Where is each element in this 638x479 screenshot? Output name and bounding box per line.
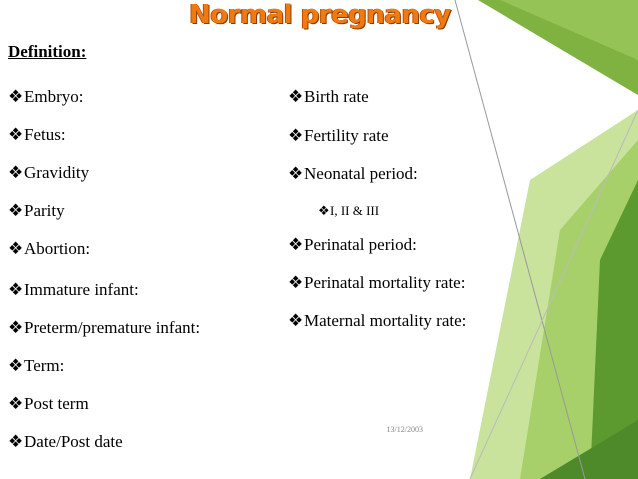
list-item: [8, 394, 89, 414]
diamond-bullet-icon: ❖: [8, 356, 24, 375]
slide-title: Normal pregnancy: [189, 0, 451, 30]
list-item-label: Parity: [24, 201, 65, 220]
list-item-label: Gravidity: [24, 163, 90, 182]
list-item: [288, 235, 417, 255]
list-item: [8, 87, 84, 107]
diamond-bullet-icon: ❖: [8, 125, 24, 144]
list-item: [8, 280, 139, 300]
list-item-label: Fetus:: [24, 125, 66, 144]
slide-date: 13/12/2003: [386, 425, 423, 434]
diamond-bullet-icon: ❖: [288, 87, 304, 106]
list-item-label: I, II & III: [330, 203, 380, 218]
diamond-bullet-icon: ❖: [8, 201, 24, 220]
diamond-bullet-icon: ❖: [8, 280, 24, 299]
list-item-label: Date/Post date: [24, 432, 123, 451]
list-item-label: Abortion:: [24, 239, 91, 258]
list-item: [288, 87, 369, 107]
diamond-bullet-icon: ❖: [8, 163, 24, 182]
list-item: [8, 356, 64, 376]
diamond-bullet-icon: ❖: [8, 87, 24, 106]
list-item-label: Embryo:: [24, 87, 84, 106]
list-item: [8, 125, 66, 145]
list-item: [8, 318, 200, 338]
list-sub-item: [318, 203, 379, 219]
diamond-bullet-icon: ❖: [288, 311, 304, 330]
list-item: [288, 273, 465, 293]
list-item-label: Immature infant:: [24, 280, 139, 299]
list-item-label: Preterm/premature infant:: [24, 318, 201, 337]
list-item: [288, 126, 389, 146]
list-item-label: Post term: [24, 394, 89, 413]
list-item-label: Maternal mortality rate:: [304, 311, 467, 330]
list-item-label: Fertility rate: [304, 126, 389, 145]
diamond-bullet-icon: ❖: [8, 239, 24, 258]
diamond-bullet-icon: ❖: [288, 126, 304, 145]
diamond-bullet-icon: ❖: [288, 273, 304, 292]
list-item-label: Perinatal mortality rate:: [304, 273, 466, 292]
list-item: [288, 311, 466, 331]
list-item: [8, 239, 90, 259]
list-item-label: Term:: [24, 356, 65, 375]
list-item: [8, 432, 123, 452]
list-item: [288, 164, 418, 184]
list-item-label: Perinatal period:: [304, 235, 417, 254]
list-item: [8, 163, 89, 183]
diamond-bullet-icon: ❖: [288, 164, 304, 183]
list-item-label: Birth rate: [304, 87, 369, 106]
diamond-bullet-icon: ❖: [318, 203, 330, 218]
diamond-bullet-icon: ❖: [8, 394, 24, 413]
list-item: [8, 201, 65, 221]
list-item-label: Neonatal period:: [304, 164, 418, 183]
diamond-bullet-icon: ❖: [8, 432, 24, 451]
definition-heading: Definition:: [8, 42, 87, 61]
diamond-bullet-icon: ❖: [288, 235, 304, 254]
diamond-bullet-icon: ❖: [8, 318, 24, 337]
